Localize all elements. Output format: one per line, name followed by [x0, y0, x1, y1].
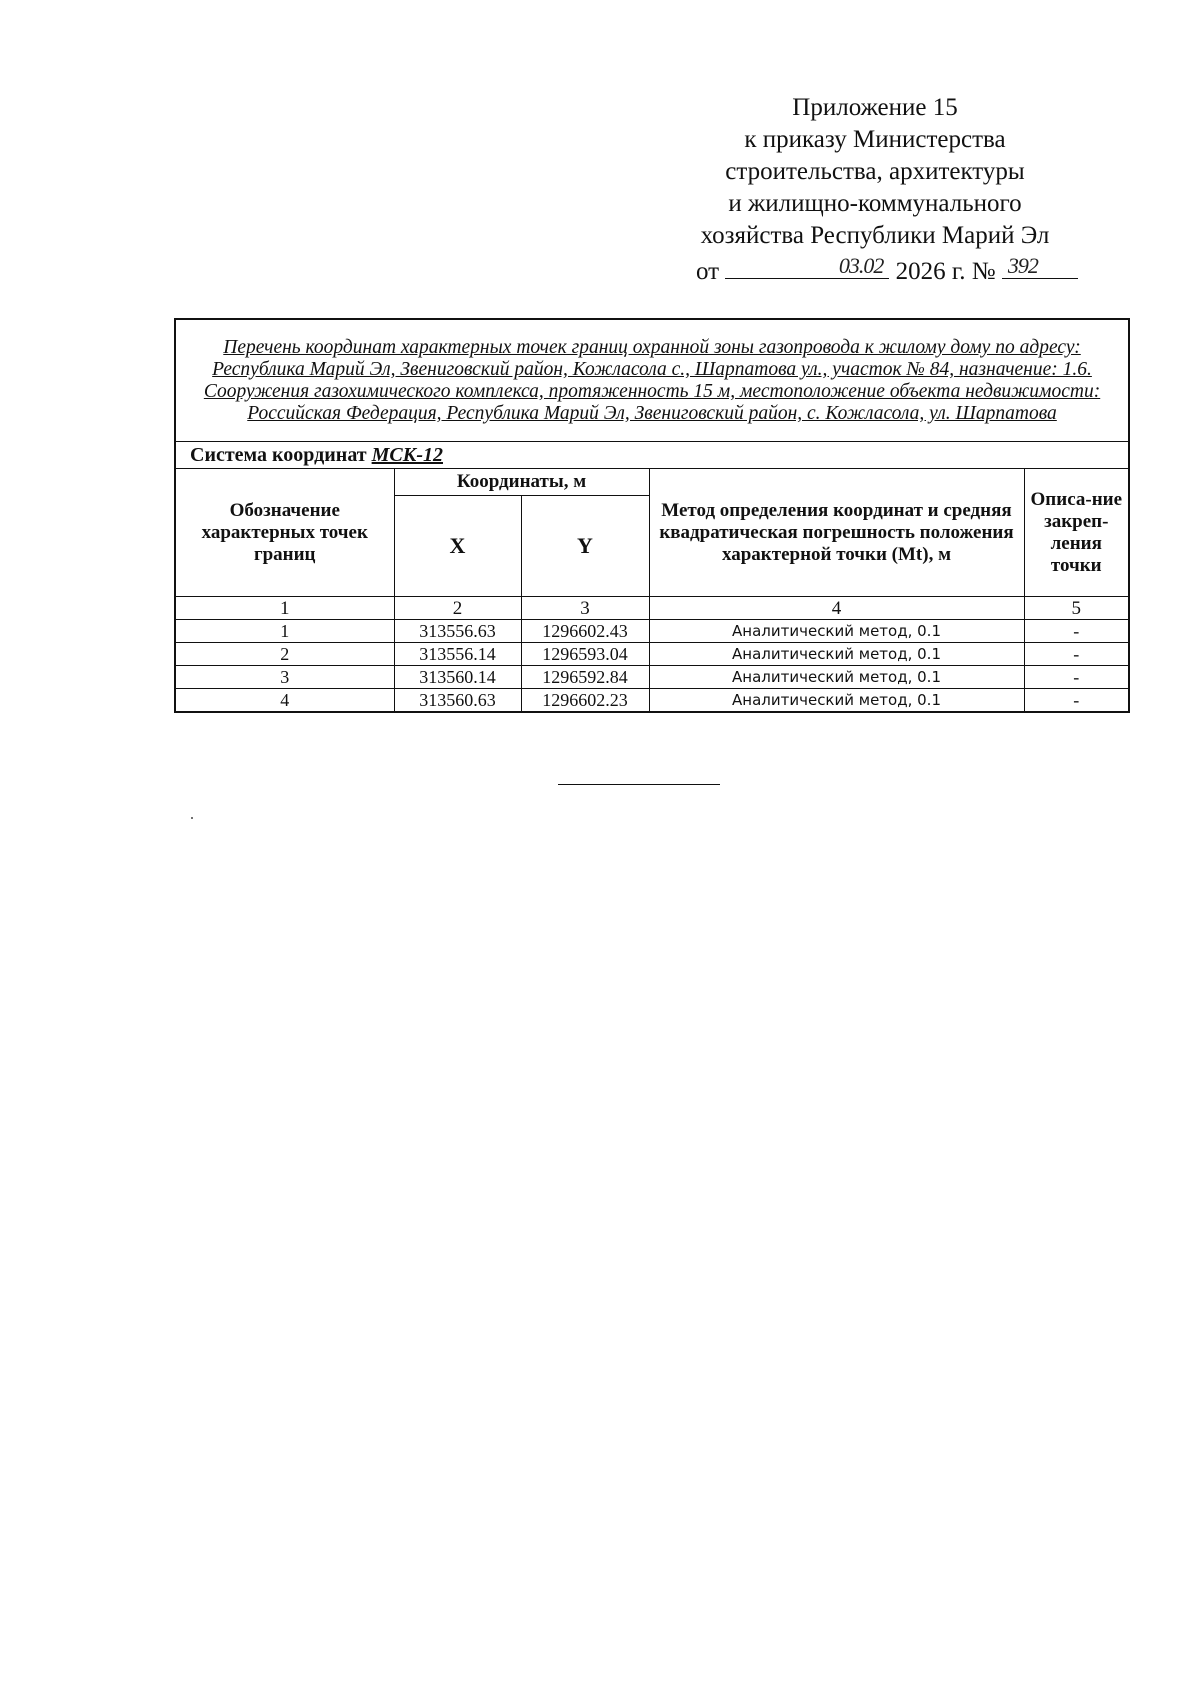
header-coordinates: Координаты, м	[394, 469, 649, 496]
coordinate-system-row	[175, 442, 1129, 469]
header-y: Y	[521, 496, 649, 597]
header-point: Обозначение характерных точек границ	[175, 469, 394, 597]
handwritten-number: 392	[1007, 253, 1038, 278]
cell-point: 1	[175, 620, 394, 643]
cell-x: 313560.14	[394, 666, 521, 689]
column-number: 3	[521, 597, 649, 620]
cell-description: -	[1024, 643, 1129, 666]
header-x: X	[394, 496, 521, 597]
date-prefix: от	[696, 258, 720, 285]
cell-method: Аналитический метод, 0.1	[649, 643, 1024, 666]
header-description: Описа-ние закреп-ления точки	[1024, 469, 1129, 597]
table-row	[175, 620, 1129, 643]
cell-point: 3	[175, 666, 394, 689]
coordinate-system-value: МСК-12	[371, 444, 443, 466]
column-numbers-row	[175, 597, 1129, 620]
coordinates-table	[174, 318, 1130, 713]
column-number: 2	[394, 597, 521, 620]
cell-point: 4	[175, 689, 394, 713]
cell-description: -	[1024, 620, 1129, 643]
cell-x: 313560.63	[394, 689, 521, 713]
cell-y: 1296602.23	[521, 689, 649, 713]
header-method: Метод определения координат и средняя квадратическая погрешность положения характерной точки (Mt), м	[649, 469, 1024, 597]
cell-method: Аналитический метод, 0.1	[649, 689, 1024, 713]
table-caption: Перечень координат характерных точек границ охранной зоны газопровода к жилому дому по адресу: Республика Марий Эл, Звениговский район, Кожласола с., Шарпатова ул., участок № 84, назначение: 1.6. Сооружения газохимического комплекса, протяженность 15 м, местоположение объекта недвижимости: Российская Федерация, Республика Марий Эл, Звениговский район, с. Кожласола, ул. Шарпатова	[175, 319, 1129, 442]
order-date-line	[640, 252, 1110, 288]
column-number: 5	[1024, 597, 1129, 620]
cell-point: 2	[175, 643, 394, 666]
cell-x: 313556.63	[394, 620, 521, 643]
appendix-header	[640, 92, 1110, 288]
cell-y: 1296602.43	[521, 620, 649, 643]
appendix-line-republic: хозяйства Республики Марий Эл	[700, 222, 1050, 249]
end-of-document-rule	[558, 784, 720, 785]
year-text: 2026 г. №	[895, 258, 996, 285]
cell-description: -	[1024, 689, 1129, 713]
column-number: 4	[649, 597, 1024, 620]
cell-x: 313556.14	[394, 643, 521, 666]
table-row	[175, 643, 1129, 666]
cell-method: Аналитический метод, 0.1	[649, 620, 1024, 643]
column-number: 1	[175, 597, 394, 620]
handwritten-date: 03.02	[838, 253, 884, 278]
number-blank	[1002, 252, 1078, 279]
coordinate-system-label: Система координат	[190, 444, 367, 466]
table-row	[175, 689, 1129, 713]
appendix-title: Приложение 15	[792, 94, 958, 121]
cell-y: 1296592.84	[521, 666, 649, 689]
cell-description: -	[1024, 666, 1129, 689]
appendix-line-housing: и жилищно-коммунального	[728, 190, 1022, 217]
cell-y: 1296593.04	[521, 643, 649, 666]
appendix-line-ministry: строительства, архитектуры	[725, 158, 1025, 185]
appendix-line-order: к приказу Министерства	[744, 126, 1006, 153]
cell-method: Аналитический метод, 0.1	[649, 666, 1024, 689]
scan-speck	[191, 817, 193, 819]
date-blank	[725, 252, 889, 279]
table-row	[175, 666, 1129, 689]
